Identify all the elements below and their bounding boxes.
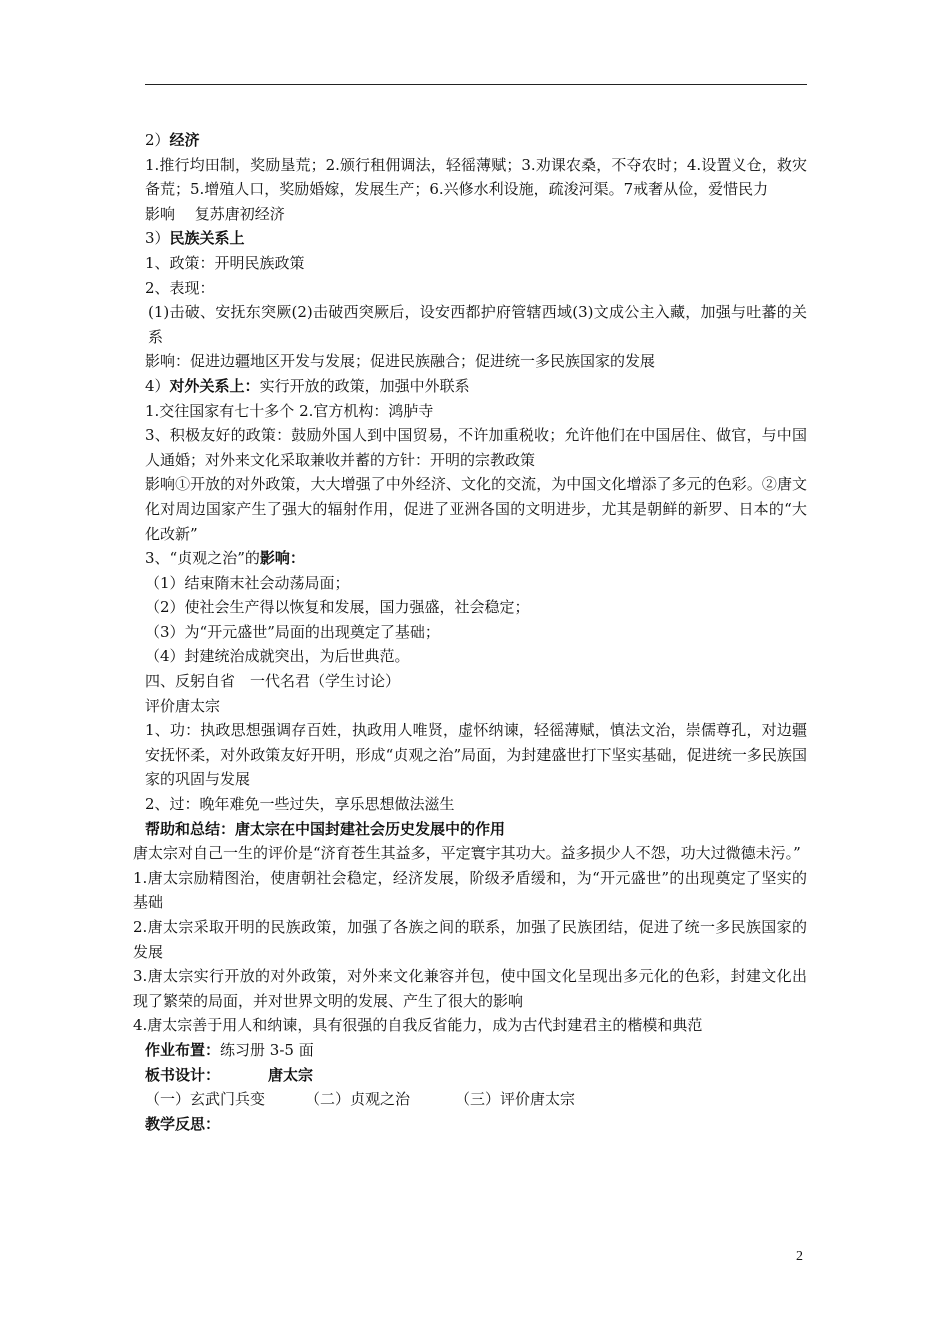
zhenguan-item: （2）使社会生产得以恢复和发展，国力强盛，社会稳定； <box>145 598 530 617</box>
board-parts: （一）玄武门兵变 （二）贞观之治 （三）评价唐太宗 <box>145 1090 576 1109</box>
reflect-heading: 四、反躬自省 一代名君（学生讨论） <box>145 672 401 691</box>
summary-point: 1.唐太宗励精图治，使唐朝社会稳定，经济发展，阶级矛盾缓和，为“开元盛世”的出现奠定了坚实的基础 <box>133 868 807 912</box>
zhenguan-item: （1）结束隋末社会动荡局面； <box>145 573 350 592</box>
zhenguan-heading: 3、“贞观之治”的影响： <box>145 549 305 568</box>
ethnic-performance-text: (1)击破、安抚东突厥(2)击破西突厥后，设安西都护府管辖西域(3)文成公主入藏，加强与吐蕃的关系 <box>148 303 807 346</box>
zhenguan-item: （3）为“开元盛世”局面的出现奠定了基础； <box>145 622 440 641</box>
foreign-heading: 4）对外关系上：实行开放的政策，加强中外联系 <box>145 376 470 395</box>
foreign-item-1: 1.交往国家有七十多个 2.官方机构：鸿胪寺 <box>145 401 434 420</box>
summary-point: 2.唐太宗采取开明的民族政策，加强了各族之间的联系，加强了民族团结，促进了统一多民族国家的发展 <box>133 918 807 961</box>
summary-quote: 唐太宗对自己一生的评价是“济育苍生其益多，平定寰宇其功大。益多损少人不怨，功大过微德未污。” <box>133 844 801 863</box>
ethnic-policy: 1、政策：开明民族政策 <box>145 253 305 272</box>
ethnic-impact: 影响：促进边疆地区开发与发展；促进民族融合；促进统一多民族国家的发展 <box>145 352 656 371</box>
teaching-reflection: 教学反思： <box>145 1114 221 1133</box>
reflect-merit: 1、功：执政思想强调存百姓，执政用人唯贤，虚怀纳谏，轻徭薄赋，慎法文治，崇儒尊孔，对边疆安抚怀柔，对外政策友好开明，形成“贞观之治”局面，为封建盛世打下坚实基础，促进统一多民族国家的巩固与发展 <box>145 721 807 789</box>
foreign-item-3: 3、积极友好的政策：鼓励外国人到中国贸易，不许加重税收；允许他们在中国居住、做官，与中国人通婚；对外来文化采取兼收并蓄的方针：开明的宗教政策 <box>145 426 807 469</box>
board-design: 板书设计： 唐太宗 <box>145 1065 314 1084</box>
economy-heading: 2）经济 <box>145 131 200 149</box>
zhenguan-item: （4）封建统治成就突出，为后世典范。 <box>145 647 410 666</box>
page-content <box>133 128 807 1136</box>
summary-point: 3.唐太宗实行开放的对外政策，对外来文化兼容并包，使中国文化呈现出多元化的色彩，封建文化出现了繁荣的局面，并对世界文明的发展、产生了很大的影响 <box>133 967 807 1010</box>
reflect-subheading: 评价唐太宗 <box>145 696 221 715</box>
foreign-impact: 影响①开放的对外政策，大大增强了中外经济、文化的交流，为中国文化增添了多元的色彩。②唐文化对周边国家产生了强大的辐射作用，促进了亚洲各国的文明进步，尤其是朝鲜的新罗、日本的“大化改新” <box>145 475 807 543</box>
summary-heading: 帮助和总结：唐太宗在中国封建社会历史发展中的作用 <box>145 819 506 838</box>
ethnic-heading: 3）民族关系上 <box>145 229 245 248</box>
ethnic-performance-label: 2、表现： <box>145 278 215 297</box>
page-number: 2 <box>796 1249 803 1264</box>
summary-point: 4.唐太宗善于用人和纳谏，具有很强的自我反省能力，成为古代封建君主的楷模和典范 <box>133 1016 703 1035</box>
reflect-fault: 2、过：晚年难免一些过失，享乐思想做法滋生 <box>145 795 455 814</box>
economy-text: 1.推行均田制，奖励垦荒；2.颁行租佣调法，轻徭薄赋；3.劝课农桑，不夺农时；4.设置义仓，救灾备荒；5.增殖人口，奖励婚嫁，发展生产；6.兴修水利设施，疏浚河渠。7戒奢从俭，爱惜民力 <box>145 155 807 199</box>
homework: 作业布置：练习册 3-5 面 <box>145 1040 314 1059</box>
header-rule <box>145 84 807 85</box>
economy-impact: 影响 复苏唐初经济 <box>145 204 285 223</box>
